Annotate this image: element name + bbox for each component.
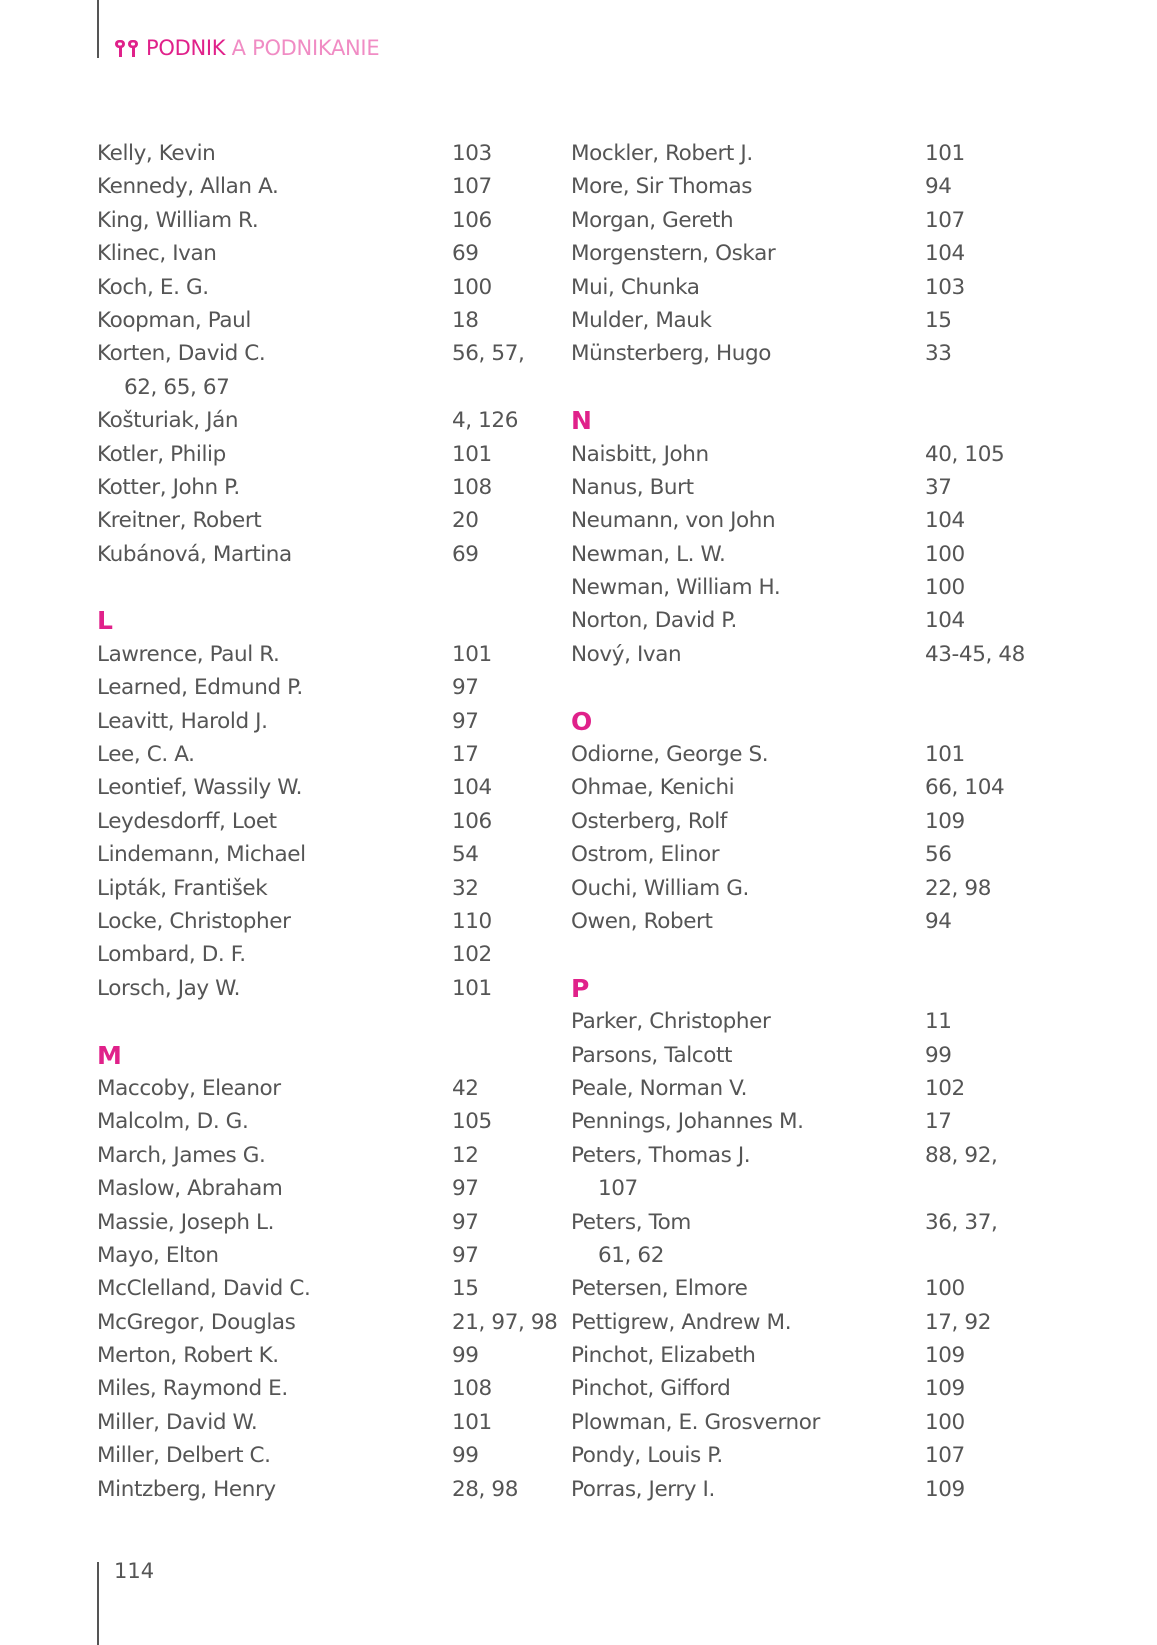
index-entry-name: Morgan, Gereth	[571, 207, 734, 233]
index-entry-name: Pinchot, Gifford	[571, 1376, 731, 1402]
index-entry-pages: 88, 92,	[925, 1142, 998, 1168]
index-entry-pages: 100	[925, 575, 965, 601]
index-entry	[97, 1306, 558, 1339]
index-entry-name: Pettigrew, Andrew M.	[571, 1309, 792, 1335]
index-entry	[97, 504, 479, 537]
index-entry	[571, 604, 965, 637]
index-entry	[571, 304, 952, 337]
index-entry-name: Ohmae, Kenichi	[571, 775, 735, 801]
index-entry-name: Lipták, František	[97, 875, 268, 901]
index-letter-heading: O	[571, 706, 593, 736]
index-entry-name: Nový, Ivan	[571, 641, 682, 667]
index-entry-name: Pennings, Johannes M.	[571, 1109, 804, 1135]
index-entry-pages: 102	[925, 1075, 965, 1101]
section-spacer	[571, 371, 664, 404]
index-entry-pages: 56, 57,	[452, 341, 525, 367]
section-spacer	[571, 671, 664, 704]
index-entry-pages: 94	[925, 908, 952, 934]
index-entry-pages: 99	[452, 1343, 479, 1369]
index-entry-name: Peale, Norman V.	[571, 1075, 748, 1101]
index-entry-pages: 17	[452, 742, 479, 768]
index-entry	[97, 738, 479, 771]
index-entry-name: Kelly, Kevin	[97, 141, 216, 166]
index-entry	[571, 905, 952, 938]
index-entry-name: Naisbitt, John	[571, 441, 709, 467]
index-entry-name: Locke, Christopher	[97, 908, 291, 934]
index-entry-pages: 17, 92	[925, 1309, 991, 1335]
index-entry	[97, 1139, 479, 1172]
index-entry	[571, 571, 965, 604]
index-entry-name: Mockler, Robert J.	[571, 141, 753, 166]
index-entry	[97, 872, 479, 905]
index-entry	[571, 872, 991, 905]
index-entry-name: Norton, David P.	[571, 608, 737, 634]
index-entry-name: Newman, L. W.	[571, 541, 726, 567]
index-entry-pages: 32	[452, 875, 479, 901]
index-entry-name: Ouchi, William G.	[571, 875, 749, 901]
index-entry-name: Miller, David W.	[97, 1409, 258, 1435]
index-entry-name: Peters, Tom	[571, 1209, 691, 1235]
index-entry-name: Parsons, Talcott	[571, 1042, 733, 1068]
index-entry-pages: 104	[452, 775, 492, 801]
index-entry-pages: 15	[925, 307, 952, 333]
index-entry	[571, 170, 952, 203]
index-entry-name: Odiorne, George S.	[571, 742, 769, 768]
index-entry-name: Massie, Joseph L.	[97, 1209, 275, 1235]
index-entry-name: Leydesdorff, Loet	[97, 808, 277, 834]
index-entry	[571, 1072, 965, 1105]
index-entry-name: Pondy, Louis P.	[571, 1443, 723, 1469]
index-letter-heading: N	[571, 406, 592, 436]
index-entry	[97, 1072, 479, 1105]
index-entry-pages: 109	[925, 808, 965, 834]
index-entry	[571, 838, 952, 871]
index-entry	[97, 838, 479, 871]
index-entry	[571, 1439, 965, 1472]
index-entry-name: King, William R.	[97, 207, 259, 233]
index-entry-pages: 94	[925, 174, 952, 200]
index-entry-pages: 107	[925, 207, 965, 233]
index-entry	[571, 1306, 991, 1339]
index-entry	[571, 1039, 952, 1072]
index-entry-pages: 100	[925, 1409, 965, 1435]
index-entry	[571, 237, 965, 270]
index-column-left	[97, 137, 558, 1506]
index-entry-name: Leavitt, Harold J.	[97, 708, 268, 734]
index-entry-pages: 101	[452, 641, 492, 667]
index-entry	[97, 404, 518, 437]
index-entry	[97, 905, 492, 938]
index-entry-name: Newman, William H.	[571, 575, 781, 601]
index-entry-pages: 110	[452, 908, 492, 934]
index-entry-pages: 28, 98	[452, 1476, 518, 1502]
index-entry-pages: 107	[925, 1443, 965, 1469]
index-entry-name: Parker, Christopher	[571, 1009, 771, 1035]
index-entry	[571, 1005, 952, 1038]
index-entry-pages: 17	[925, 1109, 952, 1135]
index-entry	[97, 1239, 479, 1272]
index-entry-pages: 56	[925, 842, 952, 868]
index-entry-pages: 22, 98	[925, 875, 991, 901]
index-entry	[97, 1272, 479, 1305]
index-entry-pages: 97	[452, 675, 479, 701]
index-entry-pages: 42	[452, 1075, 479, 1101]
section-spacer	[571, 938, 664, 971]
index-entry	[571, 1139, 998, 1172]
index-entry-name: Malcolm, D. G.	[97, 1109, 249, 1135]
index-entry-name: Kotler, Philip	[97, 441, 226, 467]
index-entry-pages: 97	[452, 1176, 479, 1202]
index-entry-pages: 37	[925, 474, 952, 500]
index-entry	[97, 304, 479, 337]
index-entry-name: Maslow, Abraham	[97, 1176, 283, 1202]
index-entry-name: Merton, Robert K.	[97, 1343, 279, 1369]
index-entry	[97, 137, 492, 170]
section-spacer	[97, 1005, 229, 1038]
index-entry	[97, 1372, 492, 1405]
index-entry-name: Osterberg, Rolf	[571, 808, 727, 834]
index-entry	[571, 771, 1005, 804]
index-entry-pages: 18	[452, 307, 479, 333]
index-entry-pages: 15	[452, 1276, 479, 1302]
index-entry-name: Kubánová, Martina	[97, 541, 292, 567]
index-entry-pages: 106	[452, 207, 492, 233]
index-entry-pages: 109	[925, 1476, 965, 1502]
index-entry-pages: 20	[452, 508, 479, 534]
index-letter-heading: M	[97, 1040, 122, 1070]
index-entry-pages: 104	[925, 508, 965, 534]
index-entry	[97, 204, 492, 237]
index-entry	[97, 771, 492, 804]
index-entry	[571, 1406, 965, 1439]
index-entry-pages: 97	[452, 1242, 479, 1268]
index-entry-name: Korten, David C.	[97, 341, 266, 367]
index-entry-pages-continued: 107	[598, 1176, 638, 1202]
index-entry-pages: 21, 97, 98	[452, 1309, 558, 1335]
index-entry	[97, 538, 479, 571]
index-entry-name: Lorsch, Jay W.	[97, 975, 241, 1001]
index-entry	[97, 471, 492, 504]
index-entry	[97, 1206, 479, 1239]
page-number: 114	[114, 1559, 155, 1583]
index-entry-name: Leontief, Wassily W.	[97, 775, 303, 801]
index-entry-name: Lee, C. A.	[97, 742, 195, 768]
index-entry	[97, 1406, 492, 1439]
index-entry-name: Koopman, Paul	[97, 307, 251, 333]
index-entry	[571, 738, 965, 771]
index-entry-pages: 69	[452, 241, 479, 267]
index-entry-pages: 106	[452, 808, 492, 834]
index-entry-name: Nanus, Burt	[571, 474, 694, 500]
index-entry-name: Miller, Delbert C.	[97, 1443, 271, 1469]
pp-logo-icon	[114, 38, 140, 58]
header-title-light: A PODNIKANIE	[231, 36, 380, 60]
index-entry	[571, 271, 965, 304]
index-entry-name: Pinchot, Elizabeth	[571, 1343, 756, 1369]
section-spacer	[97, 571, 229, 604]
index-entry	[97, 705, 479, 738]
index-entry	[571, 1272, 965, 1305]
index-entry-pages: 109	[925, 1343, 965, 1369]
index-entry-pages: 97	[452, 708, 479, 734]
index-entry-name: Klinec, Ivan	[97, 241, 217, 267]
index-entry-pages: 108	[452, 1376, 492, 1402]
index-entry	[97, 237, 479, 270]
index-entry-pages: 4, 126	[452, 408, 518, 434]
index-entry-name: Kreitner, Robert	[97, 508, 262, 534]
index-entry-pages: 105	[452, 1109, 492, 1135]
index-entry	[571, 1105, 952, 1138]
index-entry-name: March, James G.	[97, 1142, 266, 1168]
index-entry-pages: 101	[925, 141, 965, 166]
index-entry-pages: 99	[925, 1042, 952, 1068]
index-entry-pages: 54	[452, 842, 479, 868]
index-entry	[97, 438, 492, 471]
index-entry-pages: 100	[452, 274, 492, 300]
index-entry-pages: 104	[925, 241, 965, 267]
index-entry-pages: 101	[925, 742, 965, 768]
index-entry	[97, 1172, 479, 1205]
index-entry	[97, 1439, 479, 1472]
index-entry-pages: 69	[452, 541, 479, 567]
index-entry-pages: 99	[452, 1443, 479, 1469]
index-entry-name: Neumann, von John	[571, 508, 776, 534]
index-entry	[571, 638, 1025, 671]
index-entry	[571, 1206, 998, 1239]
index-entry	[97, 805, 492, 838]
index-entry-pages: 104	[925, 608, 965, 634]
index-entry	[571, 1473, 965, 1506]
index-entry-pages: 12	[452, 1142, 479, 1168]
index-entry-pages: 107	[452, 174, 492, 200]
index-entry-pages: 108	[452, 474, 492, 500]
index-entry-pages: 101	[452, 975, 492, 1001]
index-entry-name: Owen, Robert	[571, 908, 713, 934]
index-entry-name: Learned, Edmund P.	[97, 675, 303, 701]
index-entry	[97, 972, 492, 1005]
index-entry	[97, 1339, 479, 1372]
index-entry-pages-continued: 61, 62	[598, 1242, 664, 1268]
index-entry	[97, 671, 479, 704]
index-entry	[571, 137, 965, 170]
index-entry	[571, 438, 1005, 471]
index-entry	[571, 805, 965, 838]
index-entry-pages: 101	[452, 1409, 492, 1435]
index-letter-heading: L	[97, 606, 113, 636]
index-entry-pages: 36, 37,	[925, 1209, 998, 1235]
index-entry-name: Koch, E. G.	[97, 274, 209, 300]
index-entry-pages: 40, 105	[925, 441, 1005, 467]
index-entry-name: Plowman, E. Grosvernor	[571, 1409, 820, 1435]
index-entry-pages: 100	[925, 1276, 965, 1302]
index-letter-heading: P	[571, 973, 590, 1003]
index-entry	[97, 938, 492, 971]
index-column-right	[571, 137, 1025, 1506]
index-entry	[571, 1372, 965, 1405]
index-entry-name: Mulder, Mauk	[571, 307, 712, 333]
index-entry	[97, 337, 525, 370]
bottom-margin-rule	[97, 1562, 99, 1645]
index-entry-name: Porras, Jerry I.	[571, 1476, 715, 1502]
index-entry-pages: 11	[925, 1009, 952, 1035]
index-entry	[97, 1473, 518, 1506]
index-entry	[97, 170, 492, 203]
index-entry-name: Mintzberg, Henry	[97, 1476, 276, 1502]
header-title-strong: PODNIK	[146, 36, 226, 60]
index-entry-name: Peters, Thomas J.	[571, 1142, 751, 1168]
index-entry-name: Lindemann, Michael	[97, 842, 306, 868]
index-entry	[97, 271, 492, 304]
index-entry-name: Morgenstern, Oskar	[571, 241, 776, 267]
index-entry-pages: 103	[452, 141, 492, 166]
index-entry-pages: 33	[925, 341, 952, 367]
index-entry	[97, 1105, 492, 1138]
index-entry-name: Lombard, D. F.	[97, 942, 246, 968]
index-entry-pages: 97	[452, 1209, 479, 1235]
index-entry-name: Košturiak, Ján	[97, 408, 239, 434]
index-entry-name: Ostrom, Elinor	[571, 842, 720, 868]
index-entry-pages-continued: 62, 65, 67	[124, 374, 230, 400]
index-entry	[571, 471, 952, 504]
index-entry-name: McGregor, Douglas	[97, 1309, 296, 1335]
index-entry	[571, 1339, 965, 1372]
index-entry	[571, 337, 952, 370]
index-entry-name: Lawrence, Paul R.	[97, 641, 280, 667]
index-entry	[571, 204, 965, 237]
index-entry-name: Münsterberg, Hugo	[571, 341, 771, 367]
index-entry-pages: 43-45, 48	[925, 641, 1025, 667]
index-entry-name: Miles, Raymond E.	[97, 1376, 288, 1402]
index-entry-name: Mui, Chunka	[571, 274, 700, 300]
index-entry	[571, 538, 965, 571]
index-entry-pages: 103	[925, 274, 965, 300]
index-entry-name: Kennedy, Allan A.	[97, 174, 279, 200]
index-entry-pages: 102	[452, 942, 492, 968]
index-entry	[571, 504, 965, 537]
index-entry-name: Petersen, Elmore	[571, 1276, 748, 1302]
index-entry-pages: 100	[925, 541, 965, 567]
index-entry-name: Maccoby, Eleanor	[97, 1075, 281, 1101]
top-margin-rule	[97, 0, 99, 58]
index-entry-name: Mayo, Elton	[97, 1242, 219, 1268]
index-entry-name: Kotter, John P.	[97, 474, 240, 500]
index-entry-pages: 109	[925, 1376, 965, 1402]
index-entry-pages: 66, 104	[925, 775, 1005, 801]
index-entry-name: McClelland, David C.	[97, 1276, 311, 1302]
running-header	[114, 36, 379, 60]
index-entry	[97, 638, 492, 671]
index-entry-pages: 101	[452, 441, 492, 467]
index-entry-name: More, Sir Thomas	[571, 174, 753, 200]
